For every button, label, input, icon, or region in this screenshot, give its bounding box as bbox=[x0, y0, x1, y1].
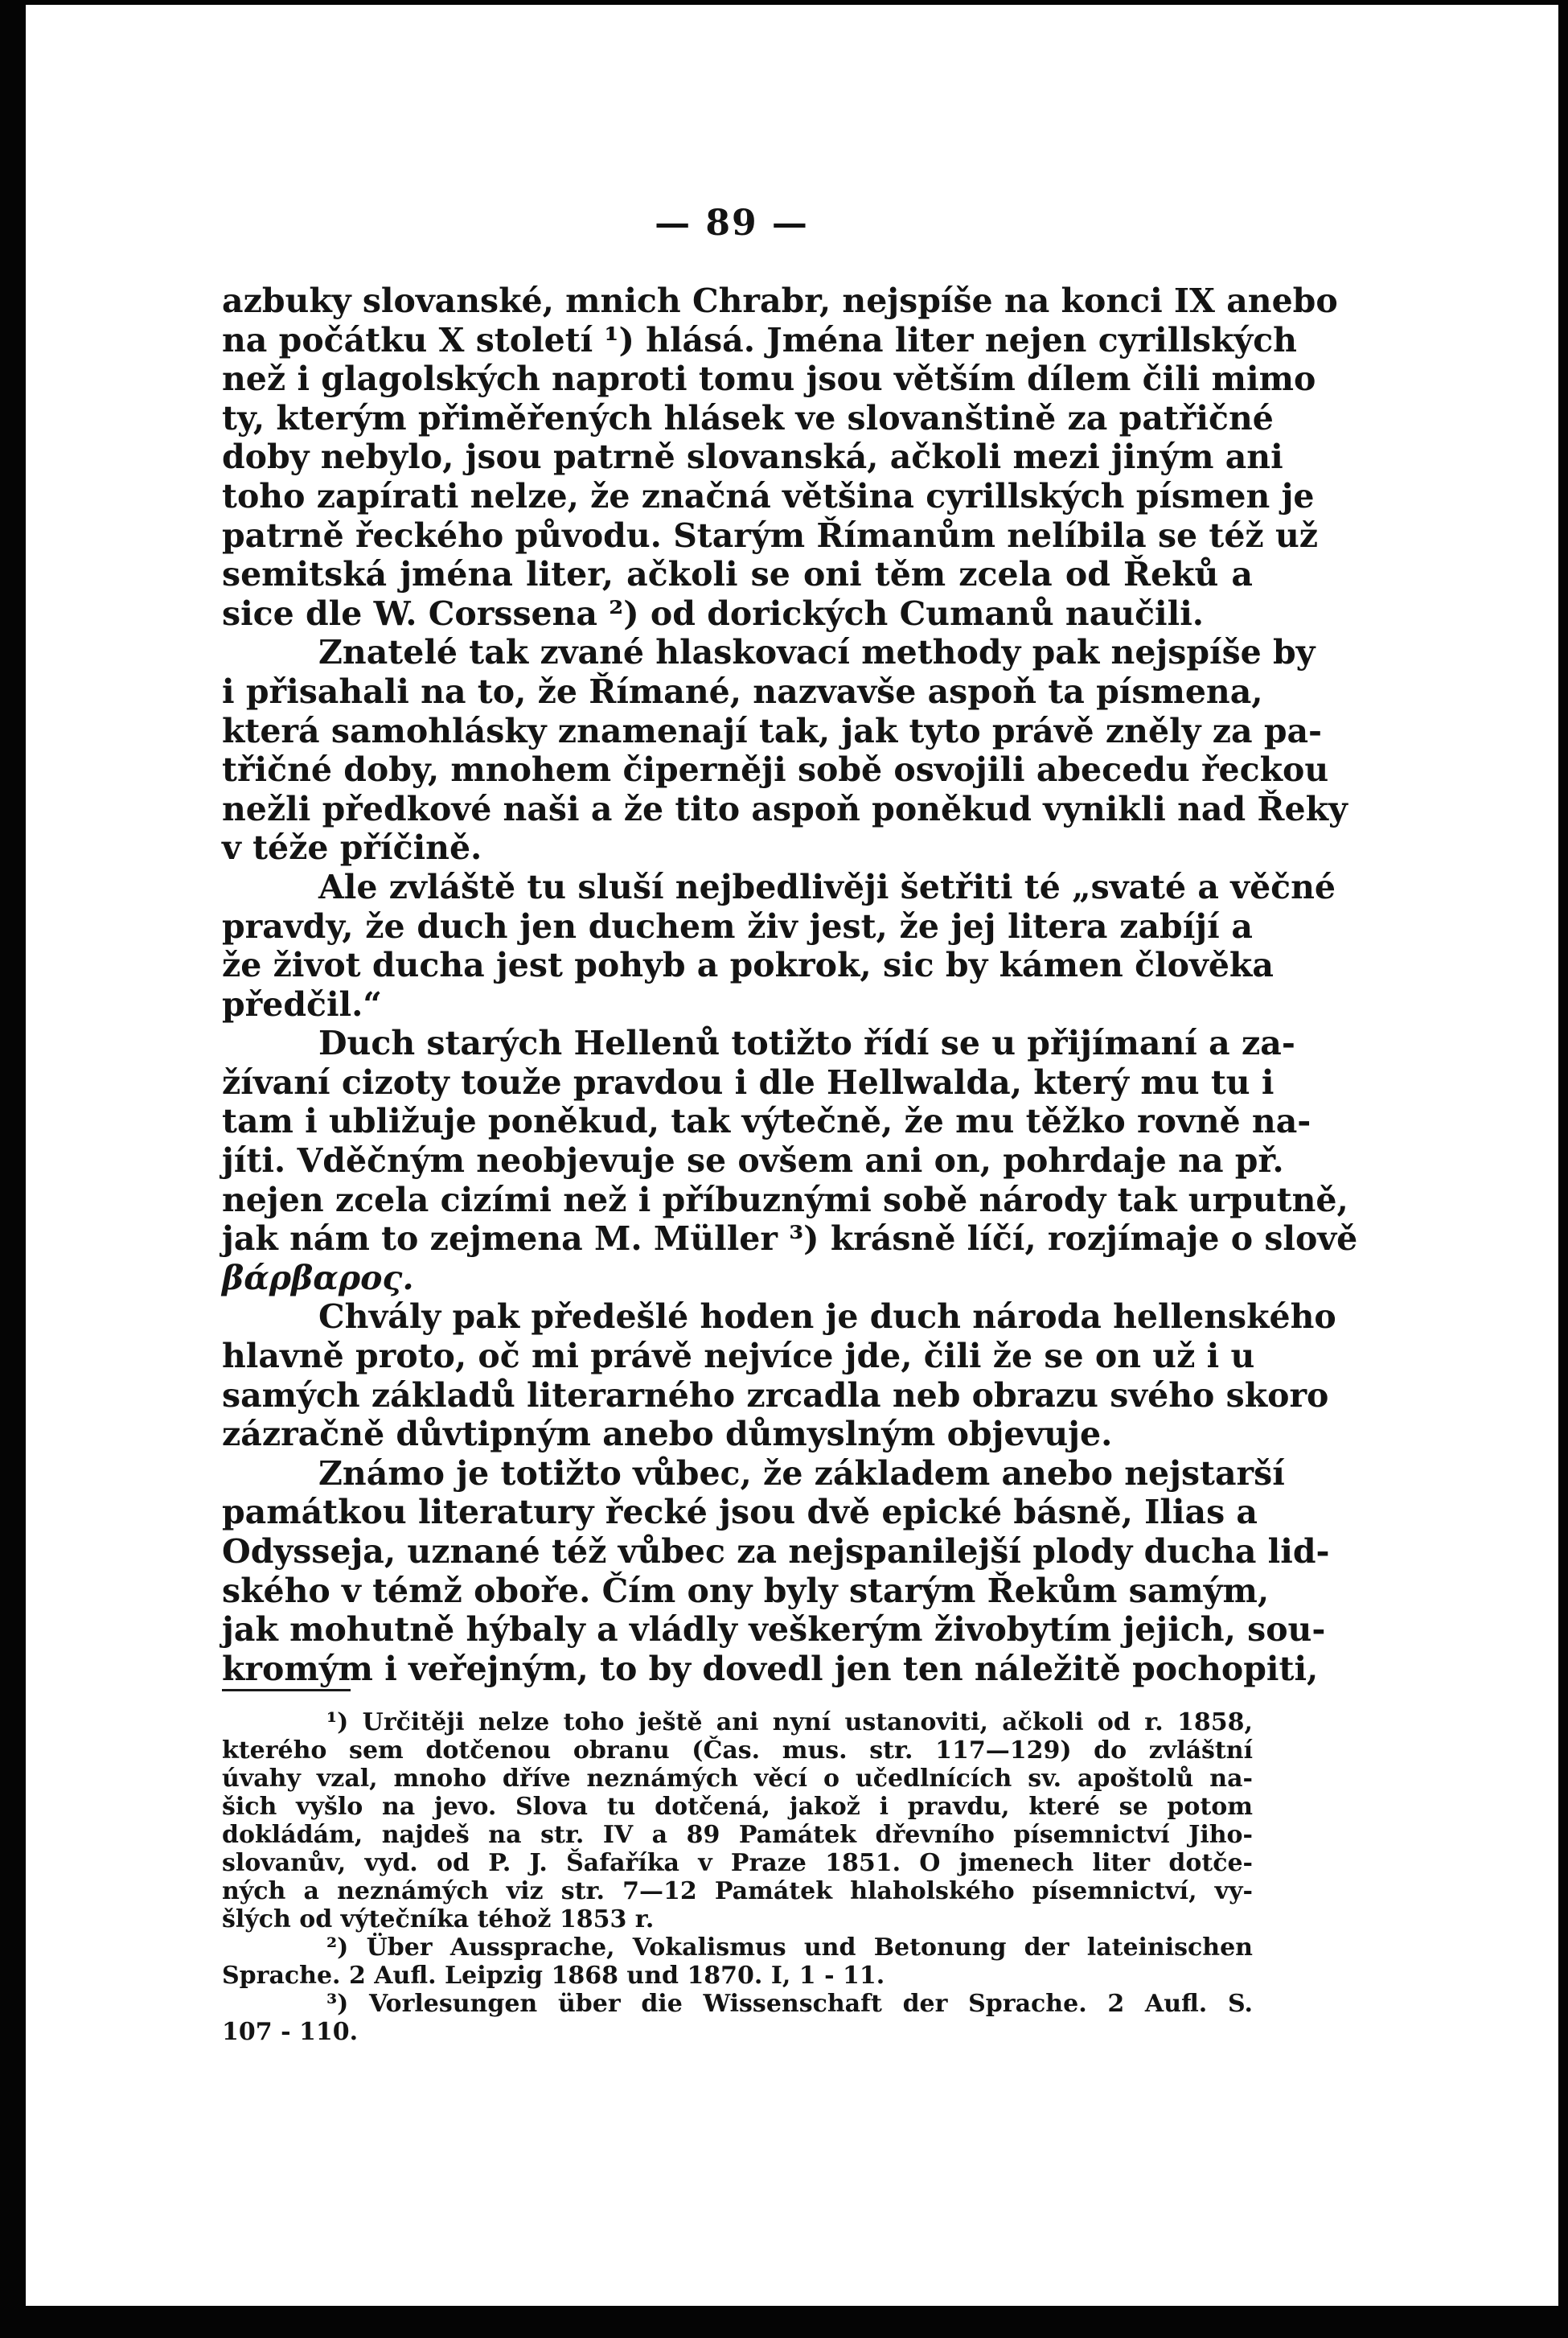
scan-border-bottom bbox=[0, 2306, 1568, 2338]
body-text-line: patrně řeckého původu. Starým Římanům nelíbila se též už bbox=[222, 516, 1319, 555]
body-text-line: nejen zcela cizími než i příbuznými sobě národy tak urputně, bbox=[222, 1180, 1348, 1219]
body-text-line: Známo je totižto vůbec, že základem anebo nejstarší bbox=[318, 1453, 1285, 1493]
scan-border-top bbox=[0, 0, 1568, 5]
footnote-line: ³) Vorlesungen über die Wissenschaft der Sprache. 2 Aufl. S. bbox=[326, 1990, 1253, 2018]
body-text-line: pravdy, že duch jen duchem živ jest, že jej litera zabíjí a bbox=[222, 906, 1253, 946]
footnote-line: slovanův, vyd. od P. J. Šafaříka v Praze 1851. O jmenech liter dotče- bbox=[222, 1849, 1253, 1877]
body-text-line: Ale zvláště tu sluší nejbedlivěji šetřiti té „svaté a věčné bbox=[318, 867, 1336, 906]
body-text-line: na počátku X století ¹) hlásá. Jména liter nejen cyrillských bbox=[222, 320, 1297, 360]
footnotes bbox=[222, 1708, 1253, 2046]
footnote-line: ²) Über Aussprache, Vokalismus und Betonung der lateinischen bbox=[326, 1933, 1253, 1962]
body-text-line: předčil.“ bbox=[222, 984, 382, 1024]
body-text-line: hlavně proto, oč mi právě nejvíce jde, čili že se on už i u bbox=[222, 1337, 1255, 1376]
body-text-line: jak nám to zejmena M. Müller ³) krásně líčí, rozjímaje o slově bbox=[222, 1219, 1358, 1259]
body-text-line: památkou literatury řecké jsou dvě epické básně, Ilias a bbox=[222, 1493, 1258, 1532]
body-text-line: sice dle W. Corssena ²) od dorických Cumanů naučili. bbox=[222, 594, 1205, 633]
body-text-line: Duch starých Hellenů totižto řídí se u přijímaní a za- bbox=[318, 1024, 1295, 1063]
body-text-line: doby nebylo, jsou patrně slovanská, ačkoli mezi jiným ani bbox=[222, 438, 1283, 477]
body-text-line: tam i ubližuje poněkud, tak výtečně, že mu těžko rovně na- bbox=[222, 1102, 1311, 1141]
body-text-line: jíti. Vděčným neobjevuje se ovšem ani on, pohrdaje na př. bbox=[222, 1141, 1284, 1181]
body-text-line: ty, kterým přiměřených hlásek ve slovanštině za patřičné bbox=[222, 398, 1274, 438]
footnote-line: ných a neznámých viz str. 7—12 Památek hlaholského písemnictví, vy- bbox=[222, 1877, 1253, 1905]
footnote-divider bbox=[222, 1689, 351, 1691]
body-text-line: toho zapírati nelze, že značná většina cyrillských písmen je bbox=[222, 476, 1315, 516]
scan-border-left bbox=[0, 0, 26, 2338]
body-text-line: azbuky slovanské, mnich Chrabr, nejspíše na konci IX anebo bbox=[222, 281, 1338, 320]
body-text-line: Znatelé tak zvané hlaskovací methody pak nejspíše by bbox=[318, 633, 1316, 672]
body-text-line: než i glagolských naproti tomu jsou větším dílem čili mimo bbox=[222, 360, 1316, 399]
footnote-line: ¹) Určitěji nelze toho ještě ani nyní ustanoviti, ačkoli od r. 1858, bbox=[326, 1708, 1253, 1736]
scan-border-right bbox=[1558, 0, 1568, 2338]
body-text-line: kromým i veřejným, to by dovedl jen ten náležitě pochopiti, bbox=[222, 1649, 1319, 1688]
body-text bbox=[222, 281, 1358, 1688]
body-text-line: i přisahali na to, že Římané, nazvavše aspoň ta písmena, bbox=[222, 672, 1263, 711]
body-text-line: nežli předkové naši a že tito aspoň poněkud vynikli nad Řeky bbox=[222, 789, 1348, 828]
body-text-line: zázračně důvtipným anebo důmyslným objevuje. bbox=[222, 1415, 1113, 1454]
footnote-line: šich vyšlo na jevo. Slova tu dotčená, jakož i pravdu, které se potom bbox=[222, 1793, 1253, 1821]
footnote-line: dokládám, najdeš na str. IV a 89 Památek dřevního písemnictví Jiho- bbox=[222, 1821, 1253, 1849]
body-text-line: semitská jména liter, ačkoli se oni těm zcela od Řeků a bbox=[222, 555, 1253, 594]
body-text-line: Odysseja, uznané též vůbec za nejspanilejší plody ducha lid- bbox=[222, 1532, 1330, 1571]
footnote-line: 107 - 110. bbox=[222, 2018, 359, 2046]
body-text-line: samých základů literarného zrcadla neb obrazu svého skoro bbox=[222, 1375, 1329, 1415]
body-text-line: žívaní cizoty touže pravdou i dle Hellwalda, který mu tu i bbox=[222, 1062, 1275, 1102]
body-text-line: že život ducha jest pohyb a pokrok, sic by kámen člověka bbox=[222, 946, 1274, 985]
body-text-line: ského v témž oboře. Čím ony byly starým Řekům samým, bbox=[222, 1571, 1270, 1610]
body-text-line: Chvály pak předešlé hoden je duch národa hellenského bbox=[318, 1297, 1336, 1337]
body-text-line: třičné doby, mnohem čiperněji sobě osvojili abecedu řeckou bbox=[222, 750, 1329, 790]
body-text-line: jak mohutně hýbaly a vládly veškerým živobytím jejich, sou- bbox=[222, 1610, 1326, 1650]
body-text-line: βάρβαρος. bbox=[222, 1258, 414, 1297]
body-text-line: v téže příčině. bbox=[222, 828, 482, 868]
body-text-line: která samohlásky znamenají tak, jak tyto právě zněly za pa- bbox=[222, 711, 1323, 750]
footnote-line: kterého sem dotčenou obranu (Čas. mus. str. 117—129) do zvláštní bbox=[222, 1736, 1253, 1765]
page-number: — 89 — bbox=[655, 203, 809, 244]
footnote-line: úvahy vzal, mnoho dříve neznámých věcí o učedlnících sv. apoštolů na- bbox=[222, 1765, 1253, 1793]
footnote-line: Sprache. 2 Aufl. Leipzig 1868 und 1870. I, 1 - 11. bbox=[222, 1962, 885, 1990]
footnote-line: šlých od výtečníka téhož 1853 r. bbox=[222, 1905, 655, 1933]
